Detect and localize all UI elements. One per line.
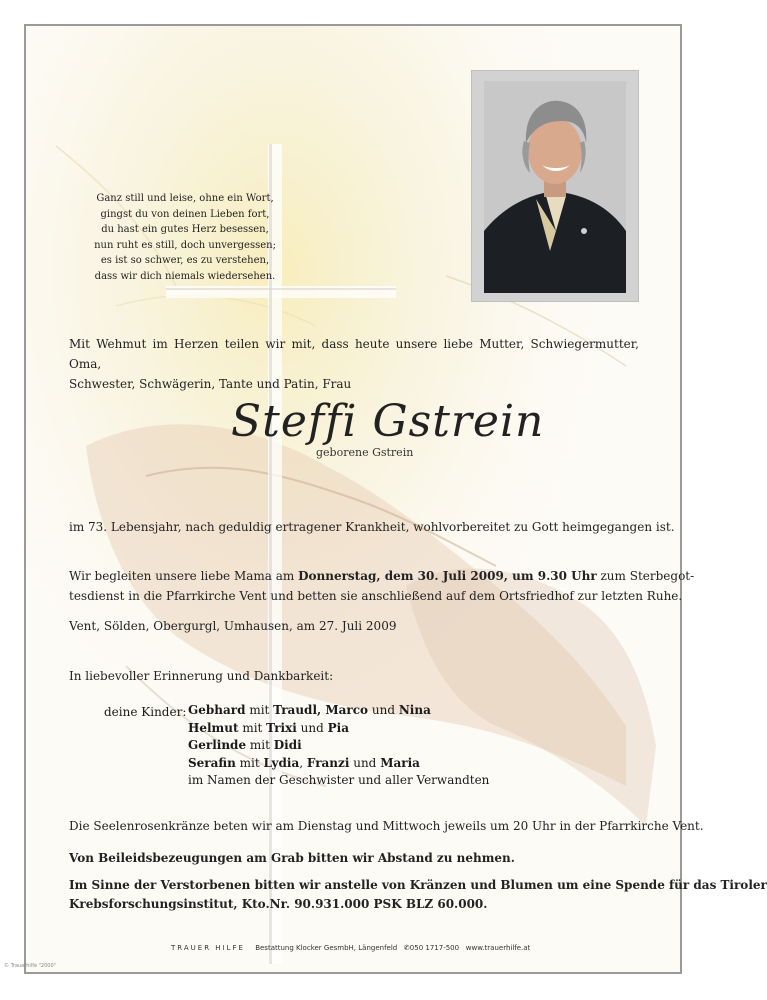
family-name: Gerlinde [188,738,247,752]
trauerhilfe-logo: TRAUER HILFE [171,944,245,952]
family-name: Traudl, Marco [273,703,369,717]
footer-phone: 050 1717-500 [409,944,460,952]
family-connector: und [296,720,328,735]
funeral-line: tesdienst in die Pfarrkirche Vent und betten sie anschließend auf dem Ortsfriedhof zur letzten Ruhe. [69,589,683,603]
family-connector: und [368,703,399,717]
kids-label: deine Kinder: [104,705,187,719]
poem-line: dass wir dich niemals wiedersehen. [94,270,276,282]
intro-text [69,334,639,394]
family-name: Helmut [188,720,239,735]
family-row [188,755,489,773]
family-connector: und [349,755,381,770]
donation-line: Im Sinne der Verstorbenen bitten wir anstelle von Kränzen und Blumen um eine Spende für das Tiroler [69,878,767,892]
deceased-name: Steffi Gstrein [231,396,545,447]
footer-company: Bestattung Klocker GesmbH, Längenfeld [255,944,398,952]
family-others: im Namen der Geschwister und aller Verwandten [188,773,490,787]
poem-line: es ist so schwer, es zu verstehen, [100,255,270,266]
passing-text: im 73. Lebensjahr, nach geduldig ertragener Krankheit, wohlvorbereitet zu Gott heimgegangen ist. [69,520,675,534]
family-row [188,702,489,720]
donation-text [69,876,767,914]
family-name: Didi [273,738,302,752]
family-connector: , [299,755,307,770]
no-condolences-text: Von Beileidsbezeugungen am Grab bitten wir Abstand zu nehmen. [69,851,515,865]
rosary-text: Die Seelenrosenkränze beten wir am Dienstag und Mittwoch jeweils um 20 Uhr in der Pfarrkirche Vent. [69,819,704,833]
portrait-frame [471,70,639,302]
footer [171,944,530,952]
funeral-post: zum Sterbegot- [596,569,695,583]
family-row [188,737,489,755]
poem-line: gingst du von deinen Lieben fort, [100,208,270,220]
family-connector: mit [235,755,264,770]
funeral-date: Donnerstag, dem 30. Juli 2009, um 9.30 Uhr [298,569,597,583]
family-name: Nina [398,703,431,717]
place-date: Vent, Sölden, Obergurgl, Umhausen, am 27. Juli 2009 [69,619,397,633]
birth-name: geborene Gstrein [316,446,414,459]
family-name: Trixi [266,720,297,735]
poem-line: nun ruht es still, doch unvergessen; [94,239,276,251]
copyright-note: © Trauerhilfe "2000" [4,963,56,969]
family-list [188,702,489,790]
family-connector: mit [245,703,274,717]
donation-line: Krebsforschungsinstitut, Kto.Nr. 90.931.000 PSK BLZ 60.000. [69,897,488,911]
poem [76,191,294,284]
family-name: Franzi [306,755,350,770]
memory-text: In liebevoller Erinnerung und Dankbarkeit: [69,669,334,683]
family-name: Serafin [188,755,236,770]
family-connector: mit [238,720,267,735]
family-name: Gebhard [188,703,246,717]
footer-web[interactable]: www.trauerhilfe.at [465,944,531,952]
family-name: Pia [327,720,349,735]
poem-line: du hast ein gutes Herz besessen, [101,224,269,235]
portrait-photo [484,81,626,293]
family-name: Lydia [263,755,300,770]
family-row [188,720,489,738]
phone-icon: ✆ [403,944,410,952]
obituary-card [24,24,767,974]
cross-horizontal [166,286,396,298]
family-connector: mit [246,738,274,752]
funeral-pre: Wir begleiten unsere liebe Mama am [69,569,299,583]
family-name: Maria [380,755,420,770]
funeral-text [69,566,695,606]
intro-line: Mit Wehmut im Herzen teilen wir mit, dass heute unsere liebe Mutter, Schwiegermutter, Oma, [69,337,639,371]
intro-line: Schwester, Schwägerin, Tante und Patin, Frau [69,377,352,391]
poem-line: Ganz still und leise, ohne ein Wort, [96,193,274,204]
